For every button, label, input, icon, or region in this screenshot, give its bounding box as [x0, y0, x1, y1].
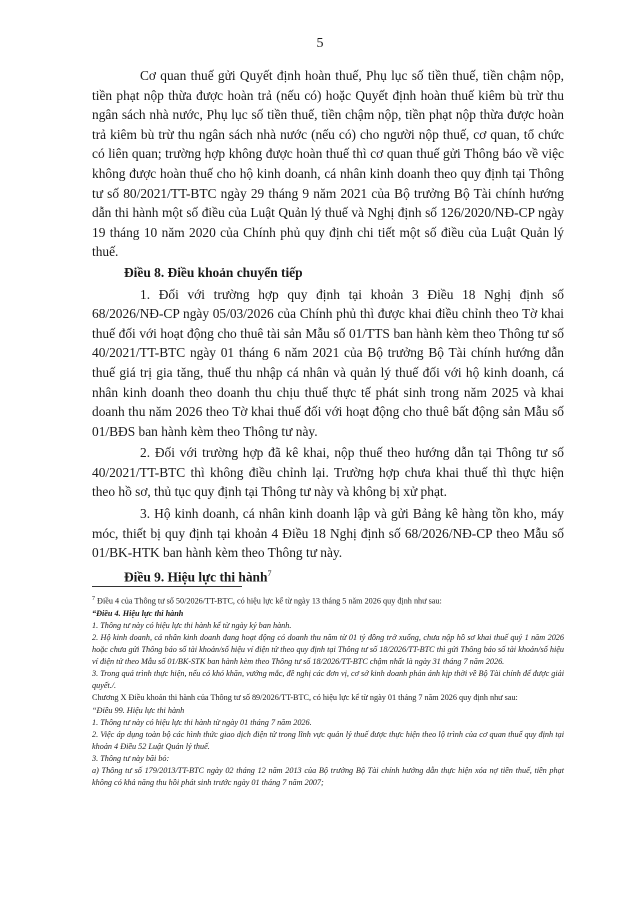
footnote-article-4-item-1: 1. Thông tư này có hiệu lực thi hành kể từ ngày ký ban hành.: [92, 620, 292, 630]
footnote-mark: 7: [92, 596, 95, 602]
footnote-article-99-item-3a: a) Thông tư số 179/2013/TT-BTC ngày 02 tháng 12 năm 2013 của Bộ trưởng Bộ Tài chính hướng dẫn thực hiện xóa nợ tiền thuế, tiền phạt không có khả năng thu hồi phát sinh trước ngày 01 tháng 7 năm 2007;: [92, 766, 564, 788]
page-number: 5: [316, 36, 324, 51]
footnote-article-99-item-2: 2. Việc áp dụng toàn bộ các hình thức giao dịch điện tử trong lĩnh vực quản lý thuế được thực hiện theo lộ trình của cơ quan thuế quy định tại khoản 4 Điều 52 Luật Quản lý thuế.: [92, 729, 564, 751]
footnotes: [92, 586, 564, 789]
article-9-heading: [92, 564, 564, 587]
footnote-chapter-intro: Chương X Điều khoản thi hành của Thông tư số 89/2026/TT-BTC, có hiệu lực kể từ ngày 01 tháng 7 năm 2026 quy định như sau:: [92, 693, 518, 703]
footnote-article-99-item-1: 1. Thông tư này có hiệu lực thi hành từ ngày 01 tháng 7 năm 2026.: [92, 717, 312, 727]
article-8-clause-2: 2. Đối với trường hợp đã kê khai, nộp thuế theo hướng dẫn tại Thông tư số 40/2021/TT-BTC thì không điều chỉnh lại. Trường hợp chưa khai thuế thì thực hiện theo hồ sơ, thủ tục quy định tại Thông tư này và không bị xử phạt.: [92, 445, 564, 500]
footnote-divider: [92, 586, 242, 587]
footnote-article-99-item-3: 3. Thông tư này bãi bỏ:: [92, 753, 170, 763]
paragraph-refund-notice: Cơ quan thuế gửi Quyết định hoàn thuế, Phụ lục số tiền thuế, tiền chậm nộp, tiền phạt nộp thừa được hoàn trả (nếu có) hoặc Quyết định hoàn thuế kiêm bù trừ thu ngân sách nhà nước, Phụ lục số tiền thuế, tiền chậm nộp, tiền phạt nộp thừa được hoàn trả kiêm bù trừ thu ngân sách nhà nước (nếu có) cho người nộp thuế, cơ quan, tổ chức có liên quan; trường hợp không được hoàn thuế thì cơ quan thuế gửi Thông báo về việc không được hoàn thuế cho hộ kinh doanh, cá nhân kinh doanh theo quy định tại Thông tư số 80/2021/TT-BTC ngày 29 tháng 9 năm 2021 của Bộ trưởng Bộ Tài chính hướng dẫn thi hành một số điều của Luật Quản lý thuế và Nghị định số 126/2020/NĐ-CP ngày 19 tháng 10 năm 2020 của Chính phủ quy định chi tiết một số điều của Luật Quản lý thuế.: [92, 68, 564, 260]
article-8-clause-3: 3. Hộ kinh doanh, cá nhân kinh doanh lập và gửi Bảng kê hàng tồn kho, máy móc, thiết bị quy định tại khoản 4 Điều 18 Nghị định số 68/2026/NĐ-CP theo Mẫu số 01/BK-HTK ban hành kèm theo Thông tư này.: [92, 506, 564, 561]
footnote-article-4-item-2: 2. Hộ kinh doanh, cá nhân kinh doanh đang hoạt động có doanh thu năm từ 01 tỷ đồng trở xuống, chưa nộp hồ sơ khai thuế quý 1 năm 2026 hoặc chưa gửi Thông báo số tài khoản/số hiệu ví điện tử theo quy định tại Thông tư số 18/2026/TT-BTC thì gửi Thông báo số tài khoản/số hiệu ví điện tử theo Mẫu số 01/BK-STK ban hành kèm theo Thông tư số 18/2026/TT-BTC chậm nhất là ngày 31 tháng 7 năm 2026.: [92, 633, 564, 667]
article-8-clause-1: 1. Đối với trường hợp quy định tại khoản 3 Điều 18 Nghị định số 68/2026/NĐ-CP ngày 05/03/2026 của Chính phủ thì được khai điều chỉnh theo Tờ khai thuế đối với hoạt động cho thuê tài sản Mẫu số 01/TTS ban hành kèm theo Thông tư số 40/2021/TT-BTC ngày 01 tháng 6 năm 2021 của Bộ trưởng Bộ Tài chính hướng dẫn thuế giá trị gia tăng, thuế thu nhập cá nhân và quản lý thuế đối với hộ kinh doanh, cá nhân kinh doanh theo doanh thu chịu thuế thực tế phát sinh trong năm 2025 và khai doanh thu năm 2026 theo Tờ khai thuế đối với hoạt động cho thuê bất động sản Mẫu số 01/BĐS ban hành kèm theo Thông tư này.: [92, 286, 564, 439]
footnote-reference[interactable]: 7: [267, 568, 272, 578]
main-body: [92, 66, 564, 587]
article-8-heading: Điều 8. Điều khoản chuyển tiếp: [124, 264, 303, 280]
article-9-title: Điều 9. Hiệu lực thi hành: [124, 569, 268, 585]
footnote-intro: [92, 593, 564, 608]
footnote-intro-text: Điều 4 của Thông tư số 50/2026/TT-BTC, có hiệu lực kể từ ngày 13 tháng 5 năm 2026 quy định như sau:: [97, 596, 442, 606]
footnote-article-4-title: “Điều 4. Hiệu lực thi hành: [92, 608, 184, 618]
footnote-article-99-title: “Điều 99. Hiệu lực thi hành: [92, 705, 185, 715]
footnote-article-4-item-3: 3. Trong quá trình thực hiện, nếu có khó khăn, vướng mắc, đề nghị các đơn vị, cơ sở kinh doanh phản ánh kịp thời về Bộ Tài chính để được giải quyết./.: [92, 669, 564, 691]
